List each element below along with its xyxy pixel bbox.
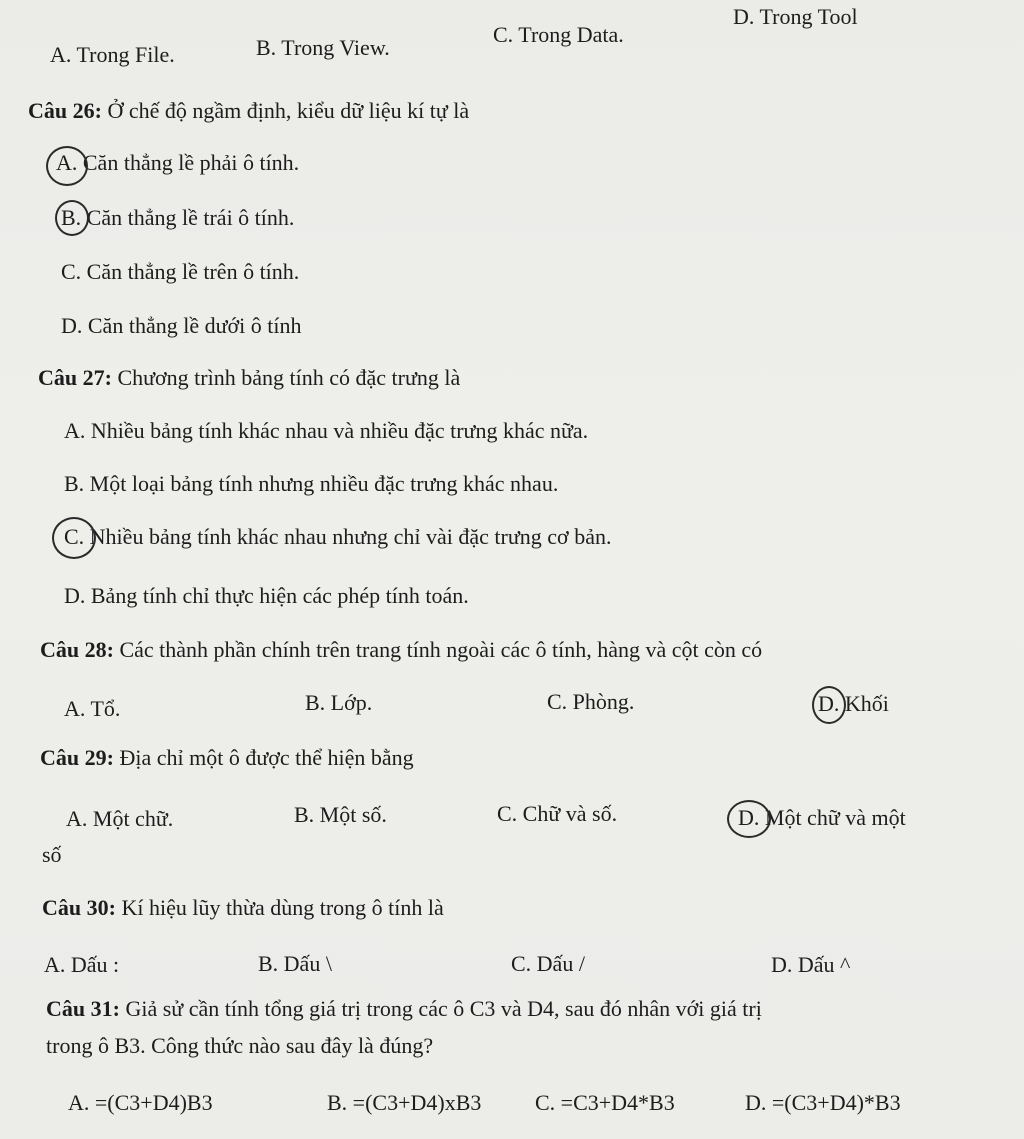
q28-option-a: A. Tổ. [64, 696, 121, 721]
q29-option-d: D. Một chữ và một [738, 805, 906, 830]
q27-option-a: A. Nhiều bảng tính khác nhau và nhiều đặc trưng khác nữa. [64, 418, 589, 443]
question-label: Câu 31: [46, 996, 120, 1021]
question-label: Câu 29: [40, 745, 114, 770]
q28-option-d: D. Khối [818, 691, 889, 716]
question-28 [40, 637, 762, 663]
question-label: Câu 27: [38, 365, 112, 390]
question-label: Câu 28: [40, 637, 114, 662]
question-30 [42, 895, 444, 921]
question-31 [46, 996, 762, 1022]
question-text: Giả sử cần tính tổng giá trị trong các ô C3 và D4, sau đó nhân với giá trị [125, 996, 762, 1021]
q29-option-b: B. Một số. [294, 802, 387, 827]
q30-option-b: B. Dấu \ [258, 951, 332, 976]
q30-option-c: C. Dấu / [511, 951, 585, 976]
q30-option-a: A. Dấu : [44, 952, 120, 977]
prev-option-a: A. Trong File. [50, 42, 175, 67]
q26-option-d: D. Căn thẳng lề dưới ô tính [61, 313, 302, 338]
q31-option-c: C. =C3+D4*B3 [535, 1090, 675, 1115]
prev-option-d: D. Trong Tool [733, 4, 858, 29]
q26-option-c: C. Căn thẳng lề trên ô tính. [61, 259, 300, 284]
q27-option-d: D. Bảng tính chỉ thực hiện các phép tính toán. [64, 583, 469, 608]
q31-option-a: A. =(C3+D4)B3 [68, 1090, 213, 1115]
question-text: Các thành phần chính trên trang tính ngoài các ô tính, hàng và cột còn có [119, 637, 763, 662]
q28-option-b: B. Lớp. [305, 690, 373, 715]
question-text: Địa chỉ một ô được thể hiện bằng [119, 745, 414, 770]
question-27 [38, 365, 460, 391]
prev-option-b: B. Trong View. [256, 35, 390, 60]
question-label: Câu 30: [42, 895, 116, 920]
q31-option-b: B. =(C3+D4)xB3 [327, 1090, 482, 1115]
question-text: Kí hiệu lũy thừa dùng trong ô tính là [121, 895, 444, 920]
q26-option-a: A. Căn thẳng lề phải ô tính. [56, 150, 300, 175]
question-26 [28, 98, 469, 124]
q29-option-d-continued: số [42, 842, 62, 867]
q29-option-c: C. Chữ và số. [497, 801, 618, 826]
question-text: Ở chế độ ngầm định, kiểu dữ liệu kí tự là [107, 98, 470, 123]
q29-option-a: A. Một chữ. [66, 806, 174, 831]
q27-option-c: C. Nhiều bảng tính khác nhau nhưng chỉ vài đặc trưng cơ bản. [64, 524, 612, 549]
prev-option-c: C. Trong Data. [493, 22, 624, 47]
question-31-continued: trong ô B3. Công thức nào sau đây là đúng? [46, 1033, 434, 1058]
q30-option-d: D. Dấu ^ [771, 952, 851, 977]
q27-option-b: B. Một loại bảng tính nhưng nhiều đặc trưng khác nhau. [64, 471, 559, 496]
question-label: Câu 26: [28, 98, 102, 123]
question-text: Chương trình bảng tính có đặc trưng là [117, 365, 461, 390]
question-29 [40, 745, 414, 771]
q28-option-c: C. Phòng. [547, 689, 635, 714]
q26-option-b: B. Căn thẳng lề trái ô tính. [61, 205, 295, 230]
q31-option-d: D. =(C3+D4)*B3 [745, 1090, 901, 1115]
